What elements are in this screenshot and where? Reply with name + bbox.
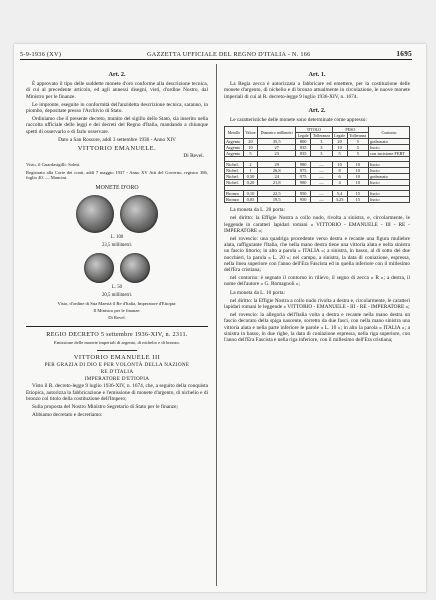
coin-100-obverse-image [76,195,114,233]
cell: 15 [347,197,368,203]
cell: — [311,180,332,186]
cell: 950 [296,191,311,197]
cell: 26,8 [258,168,296,174]
cell: 950 [296,197,311,203]
paragraph: È approvato il tipo delle suddette monete d'oro conforme alla descrizione tecnica, di cui al precedente articolo, ed agli annessi disegni, visti, d'ordine Nostro, dal Ministro per le finanze. [26,81,208,100]
cell: 10 [332,162,347,168]
cell: Nichel. [225,174,244,180]
cell: 27 [258,145,296,151]
per-grazia: PER GRAZIA DI DIO E PER VOLONTÀ DELLA NAZIONE [44,361,190,368]
cell: 8 [332,168,347,174]
registrato-line: Registrato alla Corte dei conti, addì 7 maggio 1937 - Anno XV Atti del Governo, registro 386, foglio 40. — Mancini. [26,169,208,181]
th-diametro: Diametro millimetri [258,127,296,139]
cell: godronato [369,139,410,145]
cell: 4 [332,180,347,186]
cell: liscio [369,191,410,197]
cell: liscio [369,168,410,174]
coins-title: MONETE D'ORO [95,184,139,191]
cell: 5 [347,151,368,157]
section-rule [26,326,208,327]
re-italia: RE D'ITALIA [100,368,134,375]
th-titolo-toll: Tolleranza [311,133,332,139]
paragraph: nel diritto: la Effigie Nostra a collo nudo, rivolta a sinistra, e, circolarmente, le leggende in caratteri lapidari romani « VITTORIO - EMANUELE - III - RE - IMPERATORE »; [224,215,410,234]
paragraph: nel diritto: la Effigie Nostra a collo nudo rivolta a destra e, circolarmente, le caratteri lapidari romani le leggende « VITTORIO - EMANUELE - III - RE - IMPERATORE »; [224,297,410,311]
coin-100-denomination: L. 100 [110,234,124,240]
cell: 980 [296,180,311,186]
coin-50-obverse-image [84,253,114,283]
column-divider [216,64,217,586]
paragraph: Visto il R. decreto-legge 9 luglio 1936-XIV, n. 1674, che, a seguito della conquista Etiopica, autorizza la fabbricazione e l'emissione di monete d'argento, di nichelio e di bronzo col titolo della costituzione dell'Impero; [26,383,208,402]
article-title: Art. 2. [108,71,126,78]
cell: 0,20 [243,180,258,186]
coin-50-size: 20,5 millimetri. [102,293,132,299]
paragraph: La moneta da L. 20 porta: [230,207,286,214]
cell: 3,25 [332,197,347,203]
cell: 800 [296,139,311,145]
th-peso: PESO [332,127,368,133]
paragraph: nel contorno: è segnato il contorno in rilievo, il segno di zecca « R »; a destra, il nome dell'autore « G. Romagnoli »; [224,275,410,288]
cell: 3 [311,145,332,151]
cell: 15 [347,191,368,197]
cell: 22,5 [258,191,296,197]
cell: 3 [311,151,332,157]
paragraph: Le caratteristiche delle monete sono determinate come appresso: [230,117,367,124]
minister-title: Il Ministro per le finanze: [93,308,141,314]
cell: 19,5 [258,197,296,203]
cell: con incisione FERT [369,151,410,157]
header-rule [20,59,412,60]
cell: 5 [347,139,368,145]
paragraph: Abbiamo decretato e decretiamo: [32,412,103,419]
table-row [225,197,410,203]
article-title: Art. 1. [308,71,326,78]
cell: 5,4 [332,191,347,197]
coin-50-row [26,253,208,283]
short-rule [97,350,137,351]
cell: Argento [225,145,244,151]
cell: 5 [332,151,347,157]
paragraph: Le impronte, eseguite in conformità dell'anzidetta descrizione tecnica, saranno, in piombo, depositate presso l'Archivio di Stato. [26,101,208,115]
dato-line: Dato a San Rossore, addì 3 settembre 1936 - Anno XIV [58,136,176,143]
header-title: GAZZETTA UFFICIALE DEL REGNO D'ITALIA - N. 166 [147,51,311,58]
cell: 0,10 [243,191,258,197]
visto-line: Visto, il Guardasigilli: Solmi. [26,162,81,168]
header-date: 5-9-1936 (XV) [20,51,62,58]
cell: 20 [332,139,347,145]
decree-heading: REGIO DECRETO 5 settembre 1936-XIV, n. 2311. [46,330,188,338]
cell: 0,05 [243,197,258,203]
cell: 24 [258,174,296,180]
left-column [26,64,208,420]
cell: liscio [369,197,410,203]
cell: godronato [369,174,410,180]
cell: 980 [296,162,311,168]
coin-50-reverse-image [120,253,150,283]
coin-100-reverse-image [120,195,158,233]
page-header [20,50,412,58]
cell: liscio [369,162,410,168]
th-metallo: Metallo [225,127,244,139]
cell: 975 [296,168,311,174]
coin-50-denomination: L. 50 [111,285,123,291]
minister-name: Di Revel. [108,315,126,321]
cell: liscio [369,180,410,186]
cell: Nichel. [225,168,244,174]
cell: 29 [258,162,296,168]
cell: 1 [243,168,258,174]
cell: Argento [225,151,244,157]
coin-100-row [26,195,208,233]
coin-100-size: 23,5 millimetri. [102,243,132,249]
right-column [224,64,410,345]
cell: 3 [311,139,332,145]
cell: 21,8 [258,180,296,186]
paragraph: La moneta da L. 10 porta: [230,289,286,296]
king-name: VITTORIO EMANUELE III [73,353,161,361]
cell: 23 [258,151,296,157]
th-peso-toll: Tolleranza [347,133,368,139]
paragraph: Ordiniamo che il presente decreto, munito del sigillo dello Stato, sia inserito nella raccolta ufficiale delle leggi e dei decreti del Regno d'Italia, mandando a chiunque spetti di osservarlo e di farlo osservare. [26,116,208,135]
visto-ordine: Visto, d'ordine di Sua Maestà il Re d'Italia, Imperatore d'Etiopia: [57,300,177,306]
cell: 10 [332,145,347,151]
king-signature: VITTORIO EMANUELE. [77,145,157,153]
minister-signature: Di Revel. [183,153,204,160]
th-valore: Valore [243,127,258,139]
cell: — [311,174,332,180]
cell: 975 [296,174,311,180]
cell: 835 [296,145,311,151]
page-number: 1695 [396,50,412,58]
cell: 10 [243,145,258,151]
cell: — [311,168,332,174]
cell: 10 [347,168,368,174]
paragraph: nel rovescio: una quadriga procedente verso destra e recante una figura muliebre alata, raffigurante l'Italia, che nella mano destra tiene una vittoria alata e nella sinistra un fascio littorio; in alto a parola « ITALIA »; a sinistra, in basso, al di sotto dei due nocchieri, la parola « L. 20 »; nel campo, a sinistra, la data di coniazione, espressa, nella linea superiore con l'anno dell'Era Fascista ed in quella inferiore con il millesimo dell'Era cristiana; [224,236,410,274]
cell: Nichel. [225,162,244,168]
cell: liscio [369,145,410,151]
cell: — [311,197,332,203]
cell: Nichel. [225,180,244,186]
article-title: Art. 2. [308,106,326,114]
cell: 5 [243,151,258,157]
cell: Bronzo [225,197,244,203]
imperatore: IMPERATORE D'ETIOPIA [84,376,150,383]
cell: — [311,162,332,168]
cell: 10 [347,180,368,186]
paragraph: Sulla proposta del Nostro Ministro Segretario di Stato per le finanze; [32,403,178,410]
cell: 5 [347,145,368,151]
decree-subject: Emissione delle monete imperiali di argento, di nichelio e di bronzo. [54,340,180,346]
cell: 6 [332,174,347,180]
cell: 0,50 [243,174,258,180]
th-peso-legale: Legale [332,133,347,139]
th-contorno: Contorno [369,127,410,139]
cell: Argento [225,139,244,145]
cell: 10 [347,174,368,180]
cell: 20 [243,139,258,145]
cell: 2 [243,162,258,168]
paragraph: La Regia zecca è autorizzata a fabbricare ed emettere, per la costituzione delle monete d'argento, di nichelio e di bronzo attualmente in circolazione, le nuove monete imperiali di cui al R. decreto-legge 9 luglio 1936-XIV, n. 1674. [224,81,410,100]
cell: 835 [296,151,311,157]
th-titolo-legale: Legale [296,133,311,139]
th-titolo: TITOLO [296,127,332,133]
cell: — [311,191,332,197]
paragraph: nel rovescio: la allegoria dell'Italia volta a destra e recante nella mano destra un fascio decorato della spiga nascente, sorretto da due fasci, con nella mano sinistra una vittoria alata e nella parte inferiore le parole « L. 10 »; in alto la parola « ITALIA »; a sinistra in basso, in due righe, la data di coniazione espressa, nella riga superiore, con l'anno dell'Era Fascista e nella riga inferiore, con il millesimo dell'Era cristiana; [224,312,410,344]
coin-specifications-table [224,126,410,203]
cell: 35,5 [258,139,296,145]
cell: 10 [347,162,368,168]
cell: Bronzo [225,191,244,197]
